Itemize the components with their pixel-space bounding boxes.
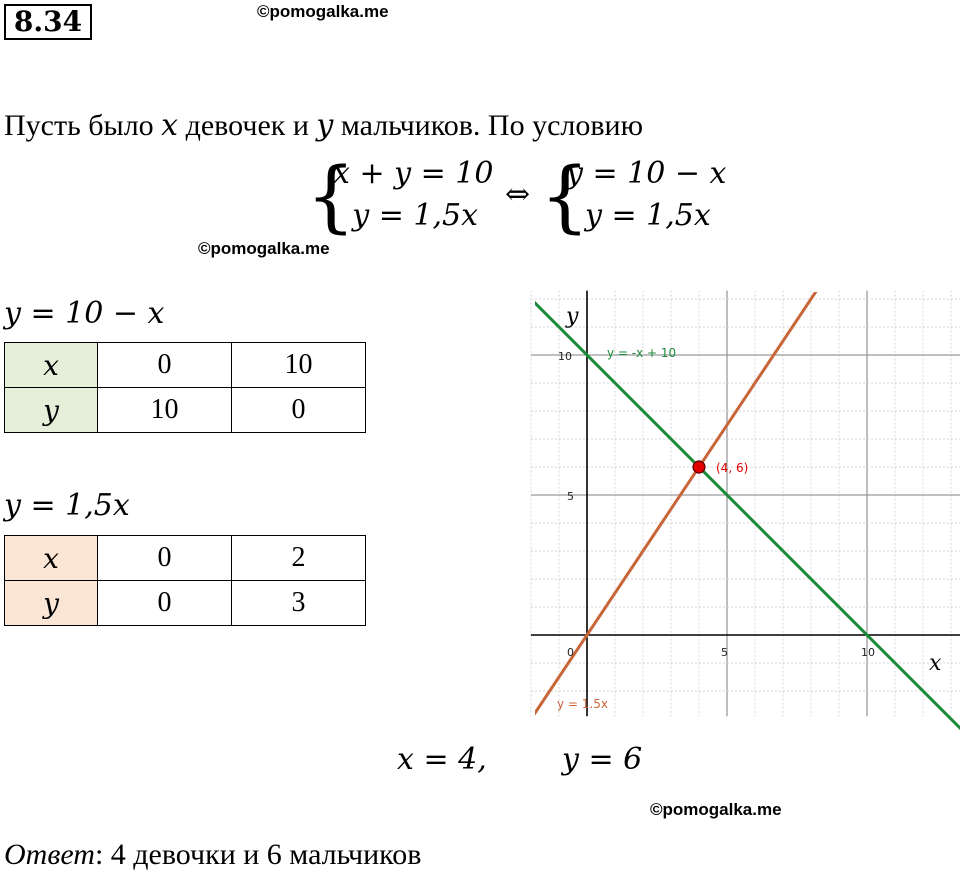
system-right-eq-2: y = 1,5x [585,198,711,233]
watermark: ©pomogalka.me [650,800,782,819]
watermark: ©pomogalka.me [257,2,389,21]
answer-label: Ответ [4,838,95,871]
intro-text-start: Пусть было [4,109,162,142]
equivalence-sign: ⇔ [505,177,531,212]
table-cell: 3 [232,581,366,626]
x-axis-label: x [929,651,942,676]
series [531,286,960,733]
system-left-eq-2: y = 1,5x [352,198,478,233]
y-tick-label: 10 [558,350,572,363]
table1-formula: y = 10 − x [4,296,165,331]
solution-x: x = 4, [397,742,487,777]
table-cell: 0 [232,388,366,433]
intro-var-x: x [161,108,179,143]
system-left-eq-1: x + y = 10 [333,156,494,191]
x-tick-label: 10 [861,646,875,659]
answer-text: : 4 девочки и 6 мальчиков [94,838,422,871]
intro-var-y: y [316,108,334,143]
y-tick-label: 5 [567,490,574,503]
table-cell: x [5,536,98,581]
table-cell: y [5,581,98,626]
y-axis-label: y [566,304,579,329]
intersection-point [693,461,705,473]
series-label: y = -x + 10 [607,346,677,360]
left-brace: { [306,152,356,242]
table-cell: 0 [98,581,232,626]
intro-text-mid: девочек и [178,109,317,142]
table-cell: 10 [232,343,366,388]
system-right-eq-1: y = 10 − x [566,156,727,191]
grid [531,291,960,717]
table-cell: 0 [98,536,232,581]
table-cell: y [5,388,98,433]
table-cell: x [5,343,98,388]
table-cell: 10 [98,388,232,433]
watermark: ©pomogalka.me [198,239,330,258]
series-line [531,299,960,733]
answer [4,838,421,872]
solution-y: y = 6 [562,742,643,777]
problem-number: 8.34 [4,4,92,40]
x-tick-label: 0 [567,646,574,659]
table-cell: 0 [98,343,232,388]
right-brace: { [540,152,590,242]
intro-text-end: мальчиков. По условию [333,109,644,142]
series-label: y = 1.5x [557,697,608,711]
table2-formula: y = 1,5x [4,488,130,523]
table-cell: 2 [232,536,366,581]
x-tick-label: 5 [721,646,728,659]
point-label: (4, 6) [716,461,749,475]
